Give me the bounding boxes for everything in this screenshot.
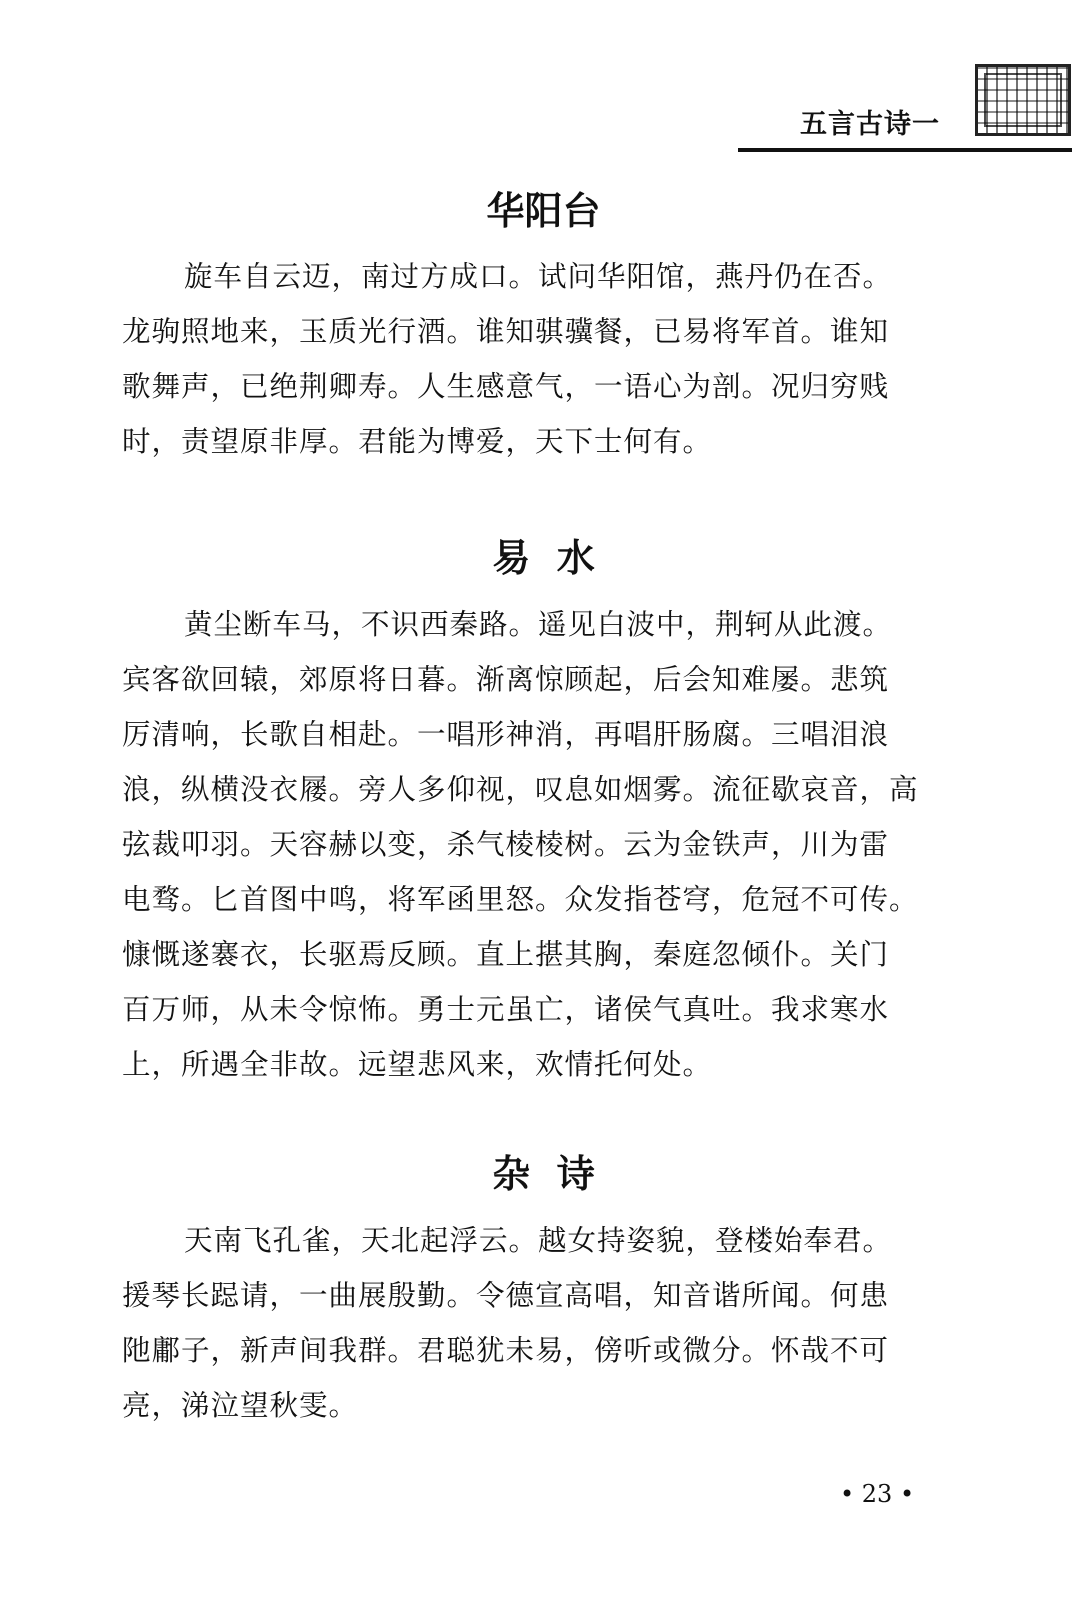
poem-title: 易 水 — [492, 536, 595, 580]
poem-line: 亮，涕泣望秋雯。 — [122, 1389, 359, 1422]
poem-body — [122, 249, 952, 469]
poem-title: 杂 诗 — [492, 1152, 595, 1196]
poem-line: 援琴长跽请，一曲展殷勤。令德宣高唱，知音谐所闻。何患 — [122, 1279, 890, 1312]
page-number: • 23 • — [840, 1480, 915, 1508]
poem-line: 电骛。匕首图中鸣，将军函里怒。众发指苍穹，危冠不可传。 — [122, 883, 919, 916]
running-header: 五言古诗一 — [800, 109, 940, 140]
poem-line: 天南飞孔雀，天北起浮云。越女持姿貌，登楼始奉君。 — [184, 1224, 893, 1257]
poem-line: 龙驹照地来，玉质光行酒。谁知骐骥餐，已易将军首。谁知 — [122, 315, 890, 348]
poem-line: 时，责望原非厚。君能为博爱，天下士何有。 — [122, 425, 713, 458]
poem-line: 歌舞声，已绝荆卿寿。人生感意气，一语心为剖。况归穷贱 — [122, 370, 890, 403]
poem-line: 阤鄘子，新声间我群。君聪犹未易，傍听或微分。怀哉不可 — [122, 1334, 890, 1367]
poem-title: 华阳台 — [486, 189, 601, 233]
header-rule — [738, 148, 1072, 152]
poem-line: 上，所遇全非故。远望悲风来，欢情托何处。 — [122, 1048, 713, 1081]
poem-line: 浪，纵横没衣屦。旁人多仰视，叹息如烟雾。流征歇哀音，高 — [122, 773, 919, 806]
poem-line: 厉清响，长歌自相赴。一唱形神消，再唱肝肠腐。三唱泪浪 — [122, 718, 890, 751]
poem-line: 宾客欲回辕，郊原将日暮。渐离惊顾起，后会知难屡。悲筑 — [122, 663, 890, 696]
poem-line: 弦裁叩羽。天容赫以变，杀气棱棱树。云为金铁声，川为雷 — [122, 828, 890, 861]
poem-line: 百万师，从未令惊怖。勇士元虽亡，诸侯气真吐。我求寒水 — [122, 993, 890, 1026]
poem-line: 黄尘断车马，不识西秦路。遥见白波中，荆轲从此渡。 — [184, 608, 893, 641]
poem-body — [122, 1213, 952, 1433]
poem-line: 慷慨遂褰衣，长驱焉反顾。直上揕其胸，秦庭忽倾仆。关门 — [122, 938, 890, 971]
poem-body — [122, 597, 952, 1092]
seal-stamp-icon — [975, 64, 1071, 136]
poem-line: 旋车自云迈，南过方成口。试问华阳馆，燕丹仍在否。 — [184, 260, 893, 293]
